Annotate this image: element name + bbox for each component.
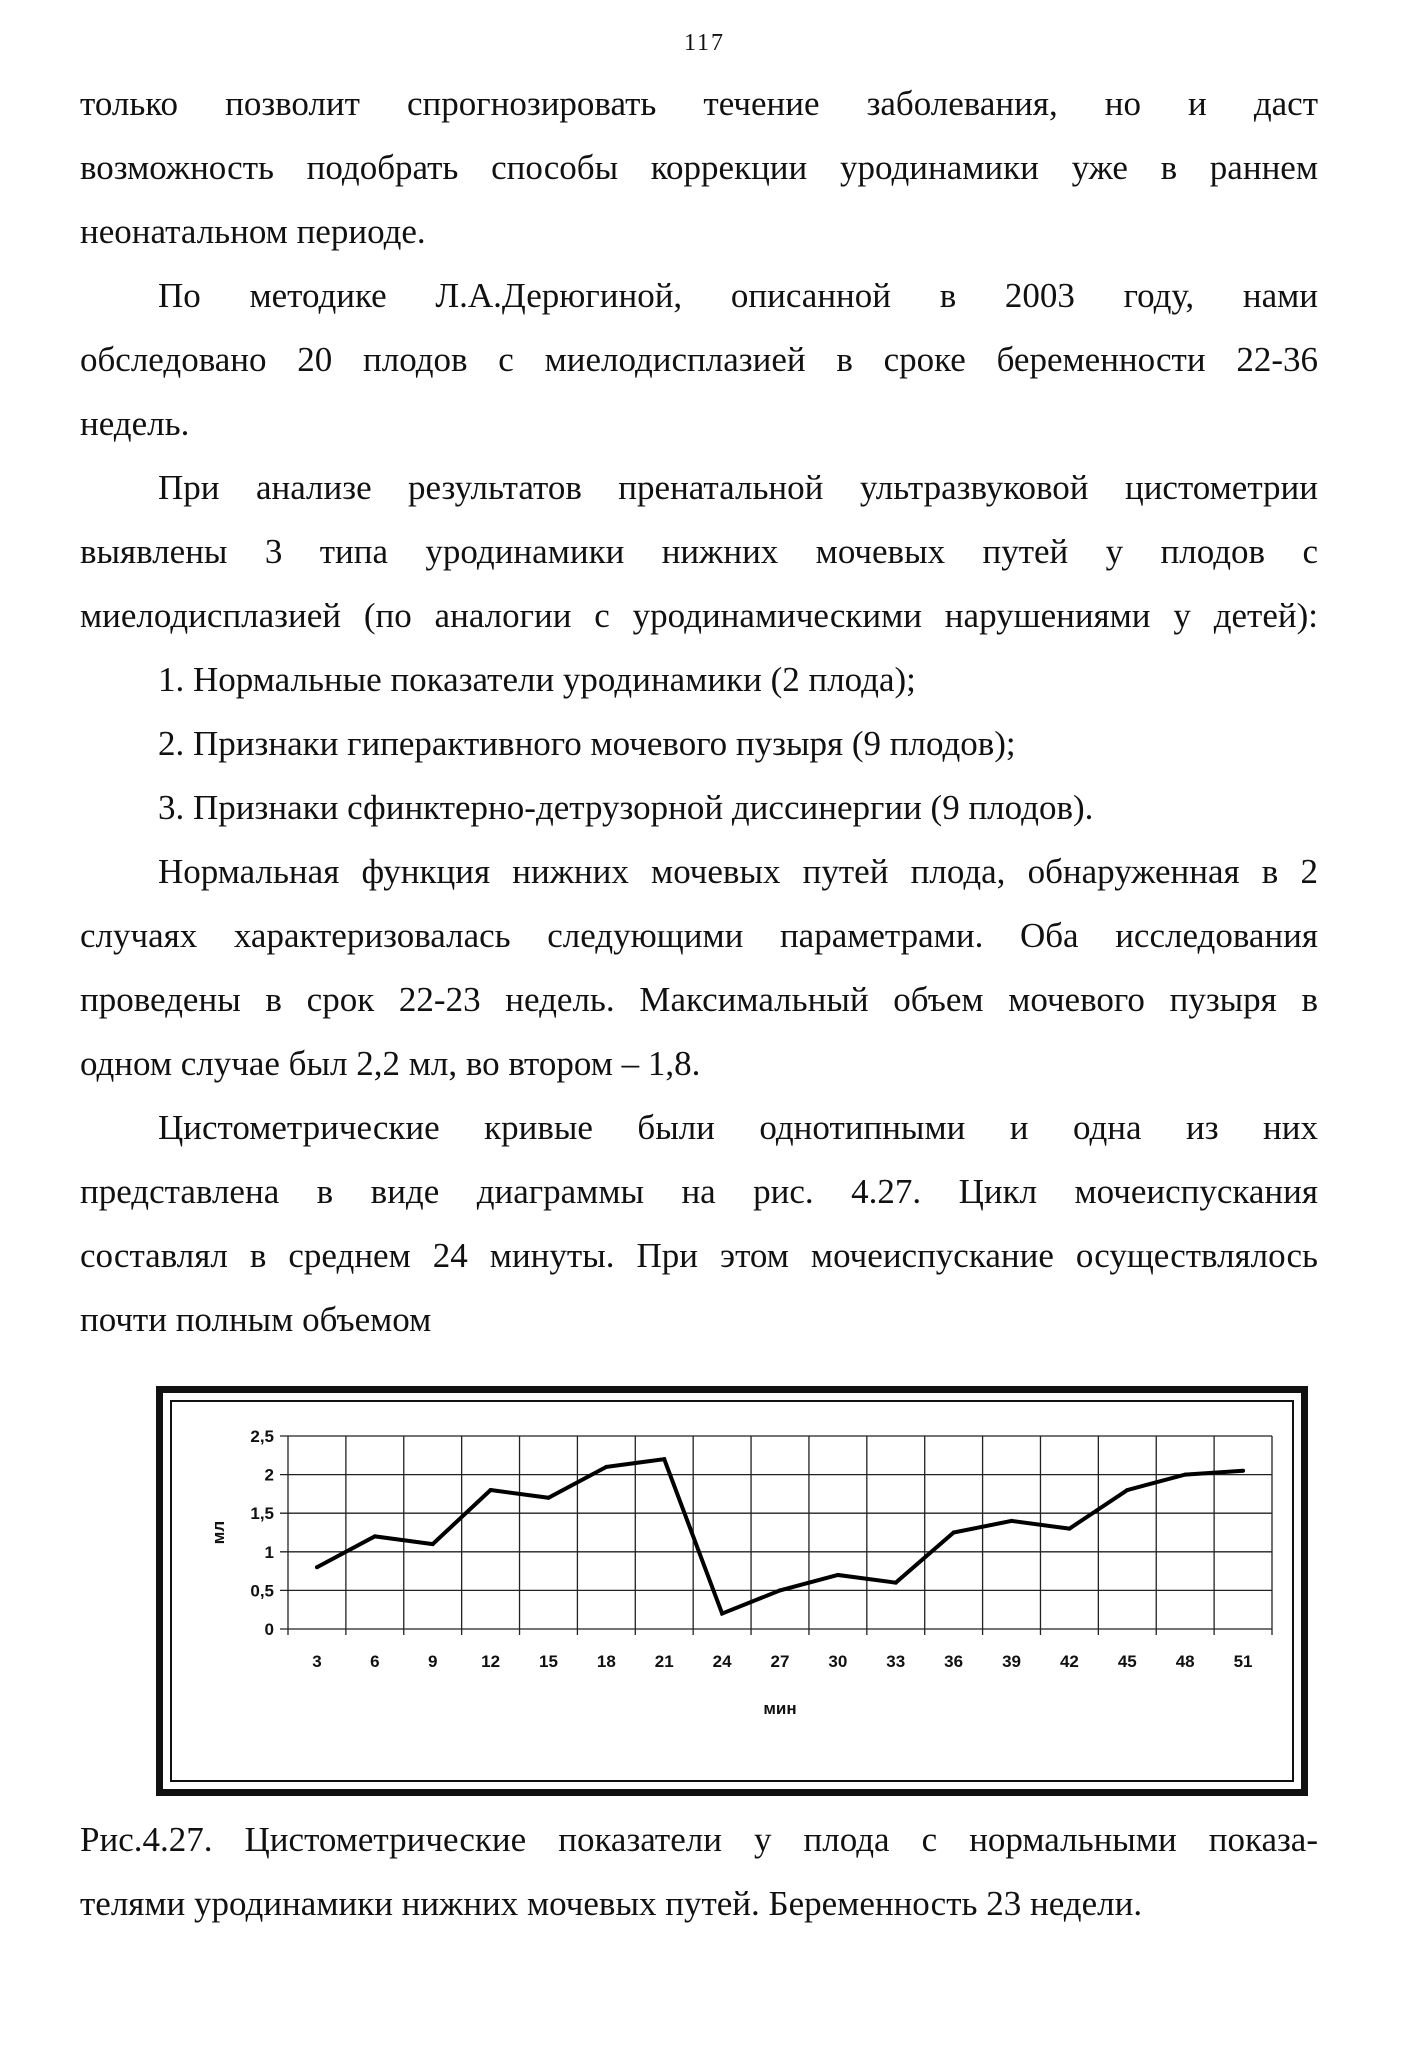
x-tick-label: 36 bbox=[944, 1652, 964, 1671]
text-line: 3. Признаки сфинктерно-детрузорной диссинергии (9 плодов). bbox=[158, 788, 1094, 827]
data-point bbox=[489, 1488, 493, 1492]
y-tick-label: 0,5 bbox=[250, 1581, 274, 1601]
x-tick-label: 51 bbox=[1233, 1652, 1253, 1671]
data-point bbox=[546, 1496, 550, 1500]
text-line: 2. Признаки гиперактивного мочевого пузыря (9 плодов); bbox=[158, 724, 1016, 763]
text-line: миелодисплазией (по аналогии с уродинамическими нарушениями у детей): bbox=[80, 596, 1318, 635]
x-tick-label: 48 bbox=[1175, 1652, 1195, 1671]
x-tick-label: 42 bbox=[1059, 1652, 1079, 1671]
text-line: проведены в срок 22-23 недель. Максимальный объем мочевого пузыря в bbox=[80, 980, 1318, 1019]
text-line: выявлены 3 типа уродинамики нижних мочевых путей у плодов с bbox=[80, 532, 1318, 571]
x-tick-label: 18 bbox=[596, 1652, 616, 1671]
text-line: обследовано 20 плодов с миелодисплазией в сроке беременности 22-36 bbox=[80, 340, 1318, 379]
text-line: Нормальная функция нижних мочевых путей плода, обнаруженная в 2 bbox=[158, 852, 1318, 891]
text-line: случаях характеризовалась следующими параметрами. Оба исследования bbox=[80, 916, 1318, 955]
x-tick-label: 45 bbox=[1117, 1652, 1137, 1671]
text-line: только позволит спрогнозировать течение заболевания, но и даст bbox=[80, 84, 1318, 123]
data-point bbox=[431, 1542, 435, 1546]
text-line: почти полным объемом bbox=[80, 1300, 432, 1339]
y-axis-label: мл bbox=[209, 1520, 228, 1545]
data-point bbox=[373, 1534, 377, 1538]
text-line: 1. Нормальные показатели уродинамики (2 плода); bbox=[158, 660, 916, 699]
x-tick-label: 39 bbox=[1002, 1652, 1021, 1671]
data-point bbox=[1010, 1519, 1014, 1523]
x-tick-label: 9 bbox=[427, 1652, 438, 1671]
text-line: одном случае был 2,2 мл, во втором – 1,8. bbox=[80, 1044, 701, 1083]
data-point bbox=[1067, 1527, 1071, 1531]
x-axis-label: мин bbox=[763, 1699, 797, 1718]
data-point bbox=[1241, 1469, 1245, 1473]
text-line: представлена в виде диаграммы на рис. 4.27. Цикл мочеиспускания bbox=[80, 1172, 1318, 1211]
text-line: неонатальном периоде. bbox=[80, 212, 426, 251]
data-point bbox=[315, 1565, 319, 1569]
text-line: При анализе результатов пренатальной ультразвуковой цистометрии bbox=[158, 468, 1318, 507]
data-point bbox=[894, 1581, 898, 1585]
x-tick-label: 24 bbox=[712, 1652, 732, 1671]
caption-line: Рис.4.27. Цистометрические показатели у плода с нормальными показа- bbox=[80, 1820, 1318, 1859]
figure-4-27-frame bbox=[156, 1386, 1308, 1796]
x-tick-label: 3 bbox=[312, 1652, 322, 1671]
text-line: составлял в среднем 24 минуты. При этом мочеиспускание осуществлялось bbox=[80, 1236, 1318, 1275]
data-point bbox=[720, 1612, 724, 1616]
data-point bbox=[836, 1573, 840, 1577]
x-tick-label: 12 bbox=[481, 1652, 501, 1671]
text-line: недель. bbox=[80, 404, 190, 443]
figure-inner-border bbox=[170, 1400, 1294, 1782]
data-point bbox=[604, 1465, 608, 1469]
x-tick-label: 15 bbox=[539, 1652, 558, 1671]
figure-caption bbox=[80, 1808, 1318, 1936]
y-tick-label: 0 bbox=[264, 1620, 274, 1639]
x-tick-label: 6 bbox=[370, 1652, 380, 1671]
y-tick-label: 2 bbox=[264, 1465, 274, 1485]
data-point bbox=[1183, 1473, 1187, 1477]
y-tick-label: 2,5 bbox=[250, 1427, 274, 1446]
data-point bbox=[778, 1588, 782, 1592]
text-line: Цистометрические кривые были однотипными и одна из них bbox=[158, 1108, 1318, 1147]
text-line: возможность подобрать способы коррекции уродинамики уже в раннем bbox=[80, 148, 1318, 187]
text-line: По методике Л.А.Дерюгиной, описанной в 2003 году, нами bbox=[158, 276, 1318, 315]
y-tick-label: 1,5 bbox=[250, 1504, 274, 1524]
page-number: 117 bbox=[683, 30, 726, 56]
data-point bbox=[1125, 1488, 1129, 1492]
body-text bbox=[80, 72, 1318, 1352]
x-tick-label: 21 bbox=[654, 1652, 674, 1671]
y-tick-label: 1 bbox=[264, 1542, 274, 1562]
x-tick-label: 33 bbox=[886, 1652, 906, 1671]
data-point bbox=[662, 1457, 666, 1461]
data-point bbox=[952, 1531, 956, 1535]
x-tick-label: 30 bbox=[828, 1652, 848, 1671]
caption-line: телями уродинамики нижних мочевых путей. Беременность 23 недели. bbox=[80, 1884, 1143, 1923]
cystometry-line-chart bbox=[172, 1402, 1296, 1784]
x-tick-label: 27 bbox=[770, 1652, 790, 1671]
